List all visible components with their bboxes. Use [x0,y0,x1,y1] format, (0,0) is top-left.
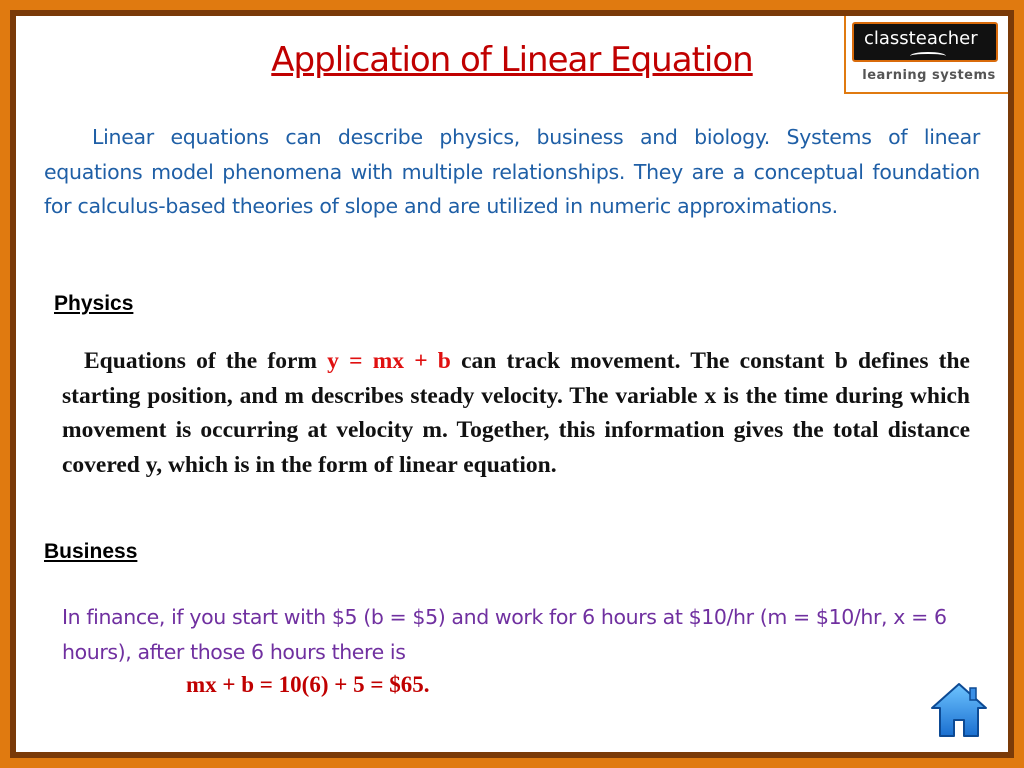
business-text: In finance, if you start with $5 (b = $5) and work for 6 hours at $10/hr (m = $10/hr, x = 6 hours), after those 6 hours there is [62,605,947,664]
intro-paragraph [44,120,980,224]
business-formula: mx + b = 10(6) + 5 = $65. [186,672,430,697]
intro-text: Linear equations can describe physics, business and biology. Systems of linear equations model phenomena with multiple relationships. They are a conceptual foundation for calculus-based theories of slope and are utilized in numeric approximations. [44,125,980,218]
physics-text-after: can track movement. The constant b defines the starting position, and m describes steady velocity. The variable x is the time during which movement is occurring at velocity m. Together, this information gives the total distance covered y, which is in the form of linear equation. [62,348,970,478]
home-icon [928,680,990,740]
logo-swoosh [910,52,946,60]
physics-heading: Physics [54,292,134,315]
logo-tagline: learning systems [862,68,996,83]
physics-text-before: Equations of the form [84,348,328,374]
logo [844,16,1008,94]
slide [16,16,1008,752]
logo-badge [852,22,998,62]
logo-brand: classteacher [864,28,978,49]
home-button[interactable] [928,680,990,740]
page-title: Application of Linear Equation [271,40,753,80]
physics-equation: y = mx + b [327,348,451,374]
physics-paragraph [62,344,970,482]
business-heading: Business [44,540,138,563]
